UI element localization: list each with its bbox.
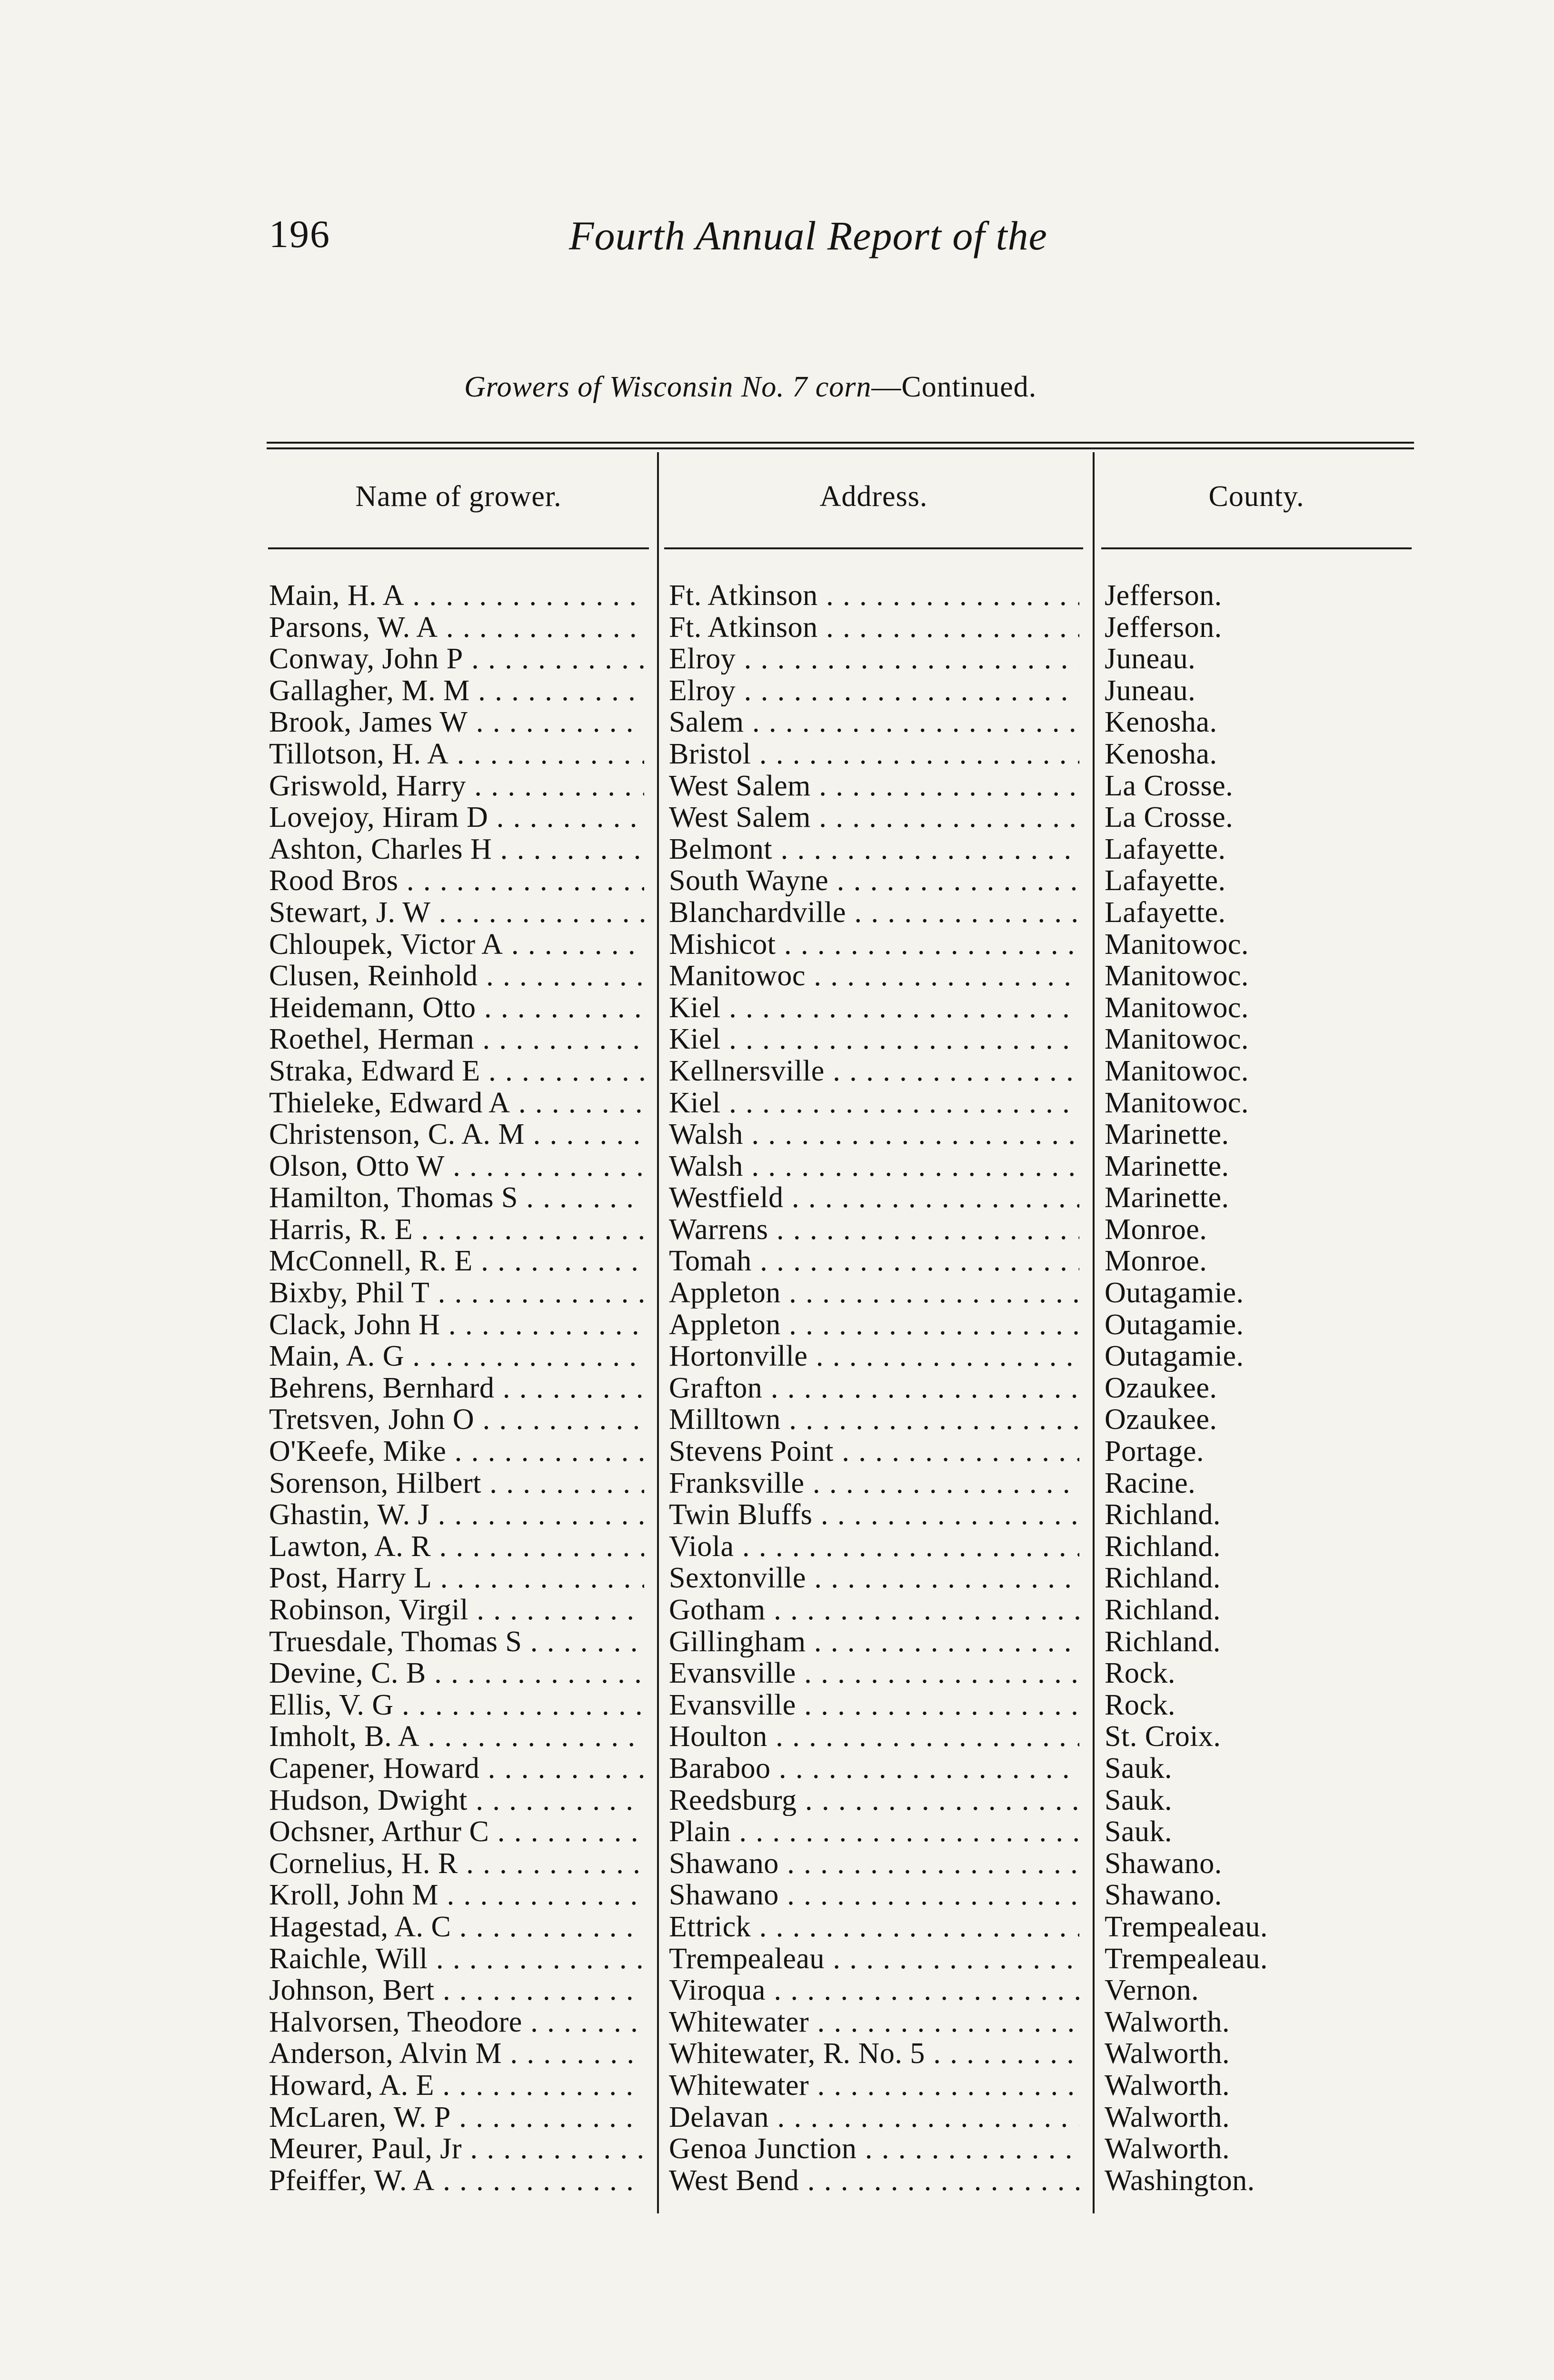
table-row — [0, 929, 1554, 961]
table-row — [0, 833, 1554, 865]
grower-address: Delavan . . . — [669, 2102, 1079, 2133]
grower-name: Hudson, Dwight . . . — [269, 1785, 644, 1816]
grower-name: Behrens, Bernhard . . . — [269, 1372, 644, 1404]
grower-address: Ettrick . . . — [669, 1911, 1079, 1943]
table-row — [0, 1785, 1554, 1816]
table-row — [0, 1309, 1554, 1341]
grower-address: Tomah . . . — [669, 1245, 1079, 1277]
grower-name: Capener, Howard . . . — [269, 1753, 644, 1784]
grower-county: La Crosse. — [1105, 802, 1234, 833]
grower-name: Howard, A. E . . . — [269, 2070, 644, 2101]
grower-county: Portage. — [1105, 1436, 1204, 1468]
grower-name: Cornelius, H. R . . . — [269, 1848, 644, 1879]
grower-county: Manitowoc. — [1105, 960, 1249, 992]
table-row — [0, 1340, 1554, 1372]
grower-name: Ellis, V. G . . . — [269, 1689, 644, 1721]
grower-county: Sauk. — [1105, 1752, 1172, 1784]
grower-address: Westfield . . . — [669, 1182, 1079, 1213]
table-row — [0, 612, 1554, 644]
grower-name: Kroll, John M . . . — [269, 1879, 644, 1911]
table-row — [0, 580, 1554, 612]
grower-name: Main, H. A . . . — [269, 580, 644, 611]
table-row — [0, 1277, 1554, 1309]
grower-address: Whitewater, R. No. 5 . . . — [669, 2038, 1079, 2069]
grower-name: Ghastin, W. J . . . — [269, 1499, 644, 1530]
grower-address: Stevens Point . . . — [669, 1436, 1079, 1467]
table-row — [0, 1499, 1554, 1531]
grower-name: Heidemann, Otto . . . — [269, 992, 644, 1023]
grower-name: Griswold, Harry . . . — [269, 770, 644, 802]
table-row — [0, 1974, 1554, 2006]
grower-address: Franksville . . . — [669, 1468, 1079, 1499]
grower-name: Conway, John P . . . — [269, 643, 644, 674]
grower-address: Baraboo . . . — [669, 1753, 1079, 1784]
table-row — [0, 1721, 1554, 1753]
table-row — [0, 1626, 1554, 1658]
grower-name: Bixby, Phil T . . . — [269, 1277, 644, 1309]
grower-name: Roethel, Herman . . . — [269, 1023, 644, 1055]
grower-name: Christenson, C. A. M . . . — [269, 1119, 644, 1150]
table-row — [0, 1689, 1554, 1721]
grower-address: Gillingham . . . — [669, 1626, 1079, 1657]
grower-county: Vernon. — [1105, 1974, 1199, 2006]
grower-address: Viroqua . . . — [669, 1974, 1079, 2006]
grower-address: Reedsburg . . . — [669, 1785, 1079, 1816]
grower-name: Tretsven, John O . . . — [269, 1404, 644, 1435]
table-row — [0, 1245, 1554, 1277]
table-row — [0, 1531, 1554, 1563]
grower-county: Marinette. — [1105, 1150, 1229, 1182]
grower-name: Gallagher, M. M . . . — [269, 675, 644, 706]
grower-name: Straka, Edward E . . . — [269, 1055, 644, 1087]
grower-county: Marinette. — [1105, 1182, 1229, 1214]
grower-county: Manitowoc. — [1105, 1023, 1249, 1055]
grower-county: Racine. — [1105, 1467, 1196, 1499]
grower-address: Evansville . . . — [669, 1689, 1079, 1721]
table-row — [0, 865, 1554, 897]
grower-county: Manitowoc. — [1105, 1055, 1249, 1087]
table-row — [0, 1150, 1554, 1182]
grower-address: West Salem . . . — [669, 802, 1079, 833]
grower-county: Lafayette. — [1105, 865, 1226, 897]
grower-name: Pfeiffer, W. A . . . — [269, 2165, 644, 2196]
grower-address: Whitewater . . . — [669, 2006, 1079, 2038]
header-rule-name — [268, 547, 649, 549]
grower-county: Ozaukee. — [1105, 1372, 1217, 1404]
table-row — [0, 1562, 1554, 1594]
grower-county: Juneau. — [1105, 674, 1196, 706]
grower-address: Trempealeau . . . — [669, 1943, 1079, 1974]
grower-name: Stewart, J. W . . . — [269, 897, 644, 928]
grower-county: Jefferson. — [1105, 611, 1222, 643]
grower-name: Chloupek, Victor A . . . — [269, 929, 644, 960]
table-row — [0, 897, 1554, 929]
grower-address: West Bend . . . — [669, 2165, 1079, 2196]
grower-county: Richland. — [1105, 1562, 1221, 1594]
grower-name: Ochsner, Arthur C . . . — [269, 1816, 644, 1847]
table-row — [0, 1023, 1554, 1055]
table-caption — [464, 370, 1036, 404]
grower-name: Clack, John H . . . — [269, 1309, 644, 1340]
grower-county: Manitowoc. — [1105, 928, 1249, 960]
grower-address: Bristol . . . — [669, 738, 1079, 770]
grower-name: Halvorsen, Theodore . . . — [269, 2006, 644, 2038]
grower-county: Walworth. — [1105, 2101, 1230, 2133]
grower-address: Walsh . . . — [669, 1119, 1079, 1150]
grower-name: Johnson, Bert . . . — [269, 1974, 644, 2006]
table-row — [0, 1436, 1554, 1468]
grower-county: Kenosha. — [1105, 738, 1217, 770]
table-row — [0, 2038, 1554, 2070]
table-row — [0, 1848, 1554, 1880]
grower-county: Trempealeau. — [1105, 1911, 1268, 1943]
table-row — [0, 1879, 1554, 1911]
table-row — [0, 2070, 1554, 2102]
header-rule-address — [664, 547, 1083, 549]
grower-address: Manitowoc . . . — [669, 960, 1079, 992]
table-row — [0, 1372, 1554, 1404]
grower-county: Outagamie. — [1105, 1340, 1244, 1372]
grower-county: Jefferson. — [1105, 580, 1222, 611]
grower-county: Sauk. — [1105, 1816, 1172, 1848]
table-row — [0, 643, 1554, 675]
table-caption-italic: Growers of Wisconsin No. 7 corn — [464, 371, 872, 403]
grower-name: Thieleke, Edward A . . . — [269, 1087, 644, 1119]
grower-name: McConnell, R. E . . . — [269, 1245, 644, 1277]
grower-address: West Salem . . . — [669, 770, 1079, 802]
grower-address: Plain . . . — [669, 1816, 1079, 1847]
table-top-rule-double — [267, 447, 1414, 449]
table-top-rule — [267, 442, 1414, 444]
grower-name: Hamilton, Thomas S . . . — [269, 1182, 644, 1213]
grower-county: Rock. — [1105, 1689, 1175, 1721]
grower-address: Mishicot . . . — [669, 929, 1079, 960]
grower-county: Walworth. — [1105, 2133, 1230, 2165]
table-row — [0, 1753, 1554, 1785]
grower-address: Salem . . . — [669, 706, 1079, 738]
grower-address: Genoa Junction . . . — [669, 2133, 1079, 2164]
grower-county: Shawano. — [1105, 1879, 1222, 1911]
table-row — [0, 706, 1554, 738]
table-row — [0, 1404, 1554, 1436]
grower-county: Richland. — [1105, 1499, 1221, 1531]
table-row — [0, 1911, 1554, 1943]
grower-name: Sorenson, Hilbert . . . — [269, 1468, 644, 1499]
grower-name: Post, Harry L . . . — [269, 1562, 644, 1594]
grower-address: Appleton . . . — [669, 1277, 1079, 1309]
table-row — [0, 1055, 1554, 1087]
table-row — [0, 738, 1554, 770]
grower-name: Parsons, W. A . . . — [269, 612, 644, 643]
grower-name: Lovejoy, Hiram D . . . — [269, 802, 644, 833]
grower-name: O'Keefe, Mike . . . — [269, 1436, 644, 1467]
table-row — [0, 960, 1554, 992]
table-row — [0, 1087, 1554, 1119]
grower-address: Twin Bluffs . . . — [669, 1499, 1079, 1530]
grower-county: Monroe. — [1105, 1213, 1207, 1245]
grower-county: Walworth. — [1105, 2006, 1230, 2038]
grower-county: Lafayette. — [1105, 833, 1226, 865]
grower-name: Hagestad, A. C . . . — [269, 1911, 644, 1943]
grower-address: Shawano . . . — [669, 1848, 1079, 1879]
grower-address: Blanchardville . . . — [669, 897, 1079, 928]
grower-address: Kiel . . . — [669, 992, 1079, 1023]
grower-name: Main, A. G . . . — [269, 1340, 644, 1372]
grower-county: Outagamie. — [1105, 1309, 1244, 1340]
table-row — [0, 1214, 1554, 1246]
grower-address: Kiel . . . — [669, 1023, 1079, 1055]
grower-address: Elroy . . . — [669, 675, 1079, 706]
grower-county: Ozaukee. — [1105, 1404, 1217, 1436]
grower-address: Houlton . . . — [669, 1721, 1079, 1752]
grower-county: Richland. — [1105, 1530, 1221, 1562]
grower-county: Walworth. — [1105, 2038, 1230, 2070]
grower-address: Shawano . . . — [669, 1879, 1079, 1911]
grower-county: Sauk. — [1105, 1784, 1172, 1816]
grower-name: Truesdale, Thomas S . . . — [269, 1626, 644, 1657]
grower-name: Devine, C. B . . . — [269, 1657, 644, 1689]
table-row — [0, 992, 1554, 1024]
grower-address: South Wayne . . . — [669, 865, 1079, 896]
table-row — [0, 1182, 1554, 1214]
grower-address: Grafton . . . — [669, 1372, 1079, 1404]
grower-address: Kellnersville . . . — [669, 1055, 1079, 1087]
table-row — [0, 2006, 1554, 2038]
grower-county: Monroe. — [1105, 1245, 1207, 1277]
grower-county: La Crosse. — [1105, 770, 1234, 802]
grower-address: Ft. Atkinson . . . — [669, 612, 1079, 643]
grower-address: Milltown . . . — [669, 1404, 1079, 1435]
grower-county: Richland. — [1105, 1626, 1221, 1657]
running-title: Fourth Annual Report of the — [569, 213, 1047, 258]
header-rule-county — [1101, 547, 1412, 549]
grower-county: Kenosha. — [1105, 706, 1217, 738]
grower-name: Ashton, Charles H . . . — [269, 833, 644, 865]
grower-address: Belmont . . . — [669, 833, 1079, 865]
grower-address: Gotham . . . — [669, 1594, 1079, 1626]
grower-name: Rood Bros . . . — [269, 865, 644, 896]
grower-county: Outagamie. — [1105, 1277, 1244, 1309]
table-row — [0, 675, 1554, 707]
growers-table-body — [0, 580, 1554, 2196]
grower-name: McLaren, W. P . . . — [269, 2102, 644, 2133]
grower-county: Rock. — [1105, 1657, 1175, 1689]
grower-county: Juneau. — [1105, 643, 1196, 675]
grower-county: Richland. — [1105, 1594, 1221, 1626]
grower-county: Manitowoc. — [1105, 992, 1249, 1023]
grower-county: Shawano. — [1105, 1847, 1222, 1879]
grower-address: Hortonville . . . — [669, 1340, 1079, 1372]
table-row — [0, 1594, 1554, 1626]
table-row — [0, 1468, 1554, 1499]
page-number: 196 — [269, 212, 330, 256]
column-header-name: Name of grower. — [355, 480, 562, 513]
grower-county: Lafayette. — [1105, 896, 1226, 928]
grower-name: Meurer, Paul, Jr . . . — [269, 2133, 644, 2164]
grower-name: Olson, Otto W . . . — [269, 1150, 644, 1182]
grower-address: Walsh . . . — [669, 1150, 1079, 1182]
grower-name: Lawton, A. R . . . — [269, 1531, 644, 1562]
table-row — [0, 1657, 1554, 1689]
grower-address: Sextonville . . . — [669, 1562, 1079, 1594]
grower-address: Elroy . . . — [669, 643, 1079, 674]
grower-address: Appleton . . . — [669, 1309, 1079, 1340]
grower-name: Tillotson, H. A . . . — [269, 738, 644, 770]
grower-name: Imholt, B. A . . . — [269, 1721, 644, 1752]
grower-address: Warrens . . . — [669, 1214, 1079, 1245]
grower-county: Walworth. — [1105, 2069, 1230, 2101]
grower-name: Robinson, Virgil . . . — [269, 1594, 644, 1626]
grower-county: Washington. — [1105, 2164, 1255, 2196]
table-row — [0, 2102, 1554, 2133]
grower-county: Marinette. — [1105, 1119, 1229, 1150]
column-header-address: Address. — [819, 480, 928, 513]
grower-county: Trempealeau. — [1105, 1943, 1268, 1974]
table-row — [0, 1816, 1554, 1848]
grower-address: Ft. Atkinson . . . — [669, 580, 1079, 611]
table-caption-continued: —Continued. — [871, 371, 1037, 403]
grower-county: Manitowoc. — [1105, 1087, 1249, 1119]
grower-name: Harris, R. E . . . — [269, 1214, 644, 1245]
grower-name: Raichle, Will . . . — [269, 1943, 644, 1974]
grower-address: Evansville . . . — [669, 1657, 1079, 1689]
grower-address: Kiel . . . — [669, 1087, 1079, 1119]
table-row — [0, 2133, 1554, 2165]
table-row — [0, 770, 1554, 802]
table-row — [0, 2165, 1554, 2197]
grower-county: St. Croix. — [1105, 1721, 1221, 1753]
grower-name: Clusen, Reinhold . . . — [269, 960, 644, 992]
table-row — [0, 802, 1554, 833]
grower-address: Viola . . . — [669, 1531, 1079, 1562]
table-row — [0, 1119, 1554, 1150]
grower-name: Anderson, Alvin M . . . — [269, 2038, 644, 2069]
grower-name: Brook, James W . . . — [269, 706, 644, 738]
grower-address: Whitewater . . . — [669, 2070, 1079, 2101]
table-row — [0, 1943, 1554, 1975]
column-header-county: County. — [1208, 480, 1305, 513]
